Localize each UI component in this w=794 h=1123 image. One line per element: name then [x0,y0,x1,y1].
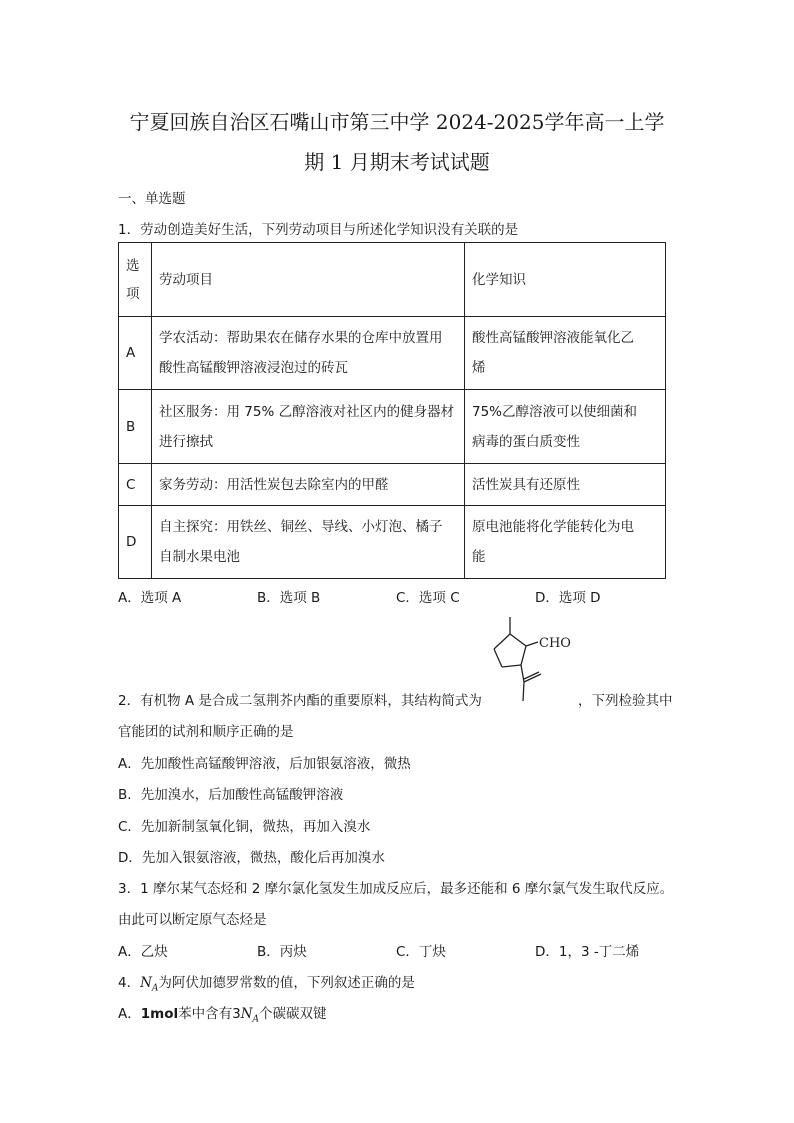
row-knowledge-line: 原电池能将化学能转化为电 [472,519,634,535]
row-project-line: 社区服务：用 75% 乙醇溶液对社区内的健身器材 [159,403,455,420]
q4-option-a-mid: 苯中含有 [178,1006,233,1022]
q3-option-b[interactable]: B．丙炔 [257,944,307,960]
cyclopentane-structure-svg [486,612,586,707]
header-knowledge: 化学知识 [465,243,666,317]
q4-option-a-num: 3 [232,1006,241,1022]
table-header-row [119,243,666,317]
row-project-line: 家务劳动：用活性炭包去除室内的甲醛 [159,476,389,493]
structure-formula [486,612,586,707]
row-knowledge-line: 酸性高锰酸钾溶液能氧化乙 [472,330,634,346]
na-subscript: A [252,1014,260,1025]
q2-stem-line2: 官能团的试剂和顺序正确的是 [118,724,294,740]
row-project-line: 学农活动：帮助果农在储存水果的仓库中放置用 [159,330,443,346]
q2-option-d[interactable]: D．先加入银氨溶液，微热，酸化后再加溴水 [118,850,385,866]
q4-option-a-prefix: A． [118,1006,141,1022]
q1-option-d[interactable]: D．选项 D [535,590,601,606]
q3-option-a[interactable]: A．乙炔 [118,944,168,960]
row-knowledge [465,317,666,390]
section-label: 一、单选题 [118,191,186,207]
row-option: A [119,317,152,390]
q2-stem-part1: 2．有机物 A 是合成二氢荆芥内酯的重要原料，其结构简式为 [118,693,482,709]
row-knowledge [465,390,666,464]
na-symbol: N [240,1006,253,1022]
q2-stem-line1 [118,689,482,709]
table-row [119,390,666,464]
q1-option-a[interactable]: A．选项 A [118,590,182,606]
q1-table [118,242,666,579]
q1-options [118,586,678,606]
row-project-line: 酸性高锰酸钾溶液浸泡过的砖瓦 [159,360,348,376]
q3-option-d[interactable]: D．1，3 -丁二烯 [535,944,640,960]
ring-bond [521,646,526,665]
row-knowledge [465,506,666,579]
row-project-line: 自制水果电池 [159,549,240,565]
q4-stem [118,971,415,994]
q1-option-b[interactable]: B．选项 B [257,590,321,606]
row-project-line: 自主探究：用铁丝、铜丝、导线、小灯泡、橘子 [159,519,443,535]
q1-stem: 1．劳动创造美好生活，下列劳动项目与所述化学知识没有关联的是 [118,222,519,238]
row-project [152,464,465,506]
methyl-bond [523,682,524,701]
row-knowledge-line: 病毒的蛋白质变性 [472,433,580,450]
q3-option-c[interactable]: C．丁炔 [396,944,446,960]
row-project [152,506,465,579]
row-knowledge-line: 烯 [472,360,486,376]
table-row [119,317,666,390]
row-knowledge-line: 活性炭具有还原性 [472,476,580,493]
q4-option-a-mol: 1mol [140,1006,179,1022]
ring-bond [502,665,521,667]
q4-option-a-suffix: 个碳碳双键 [259,1006,327,1022]
na-subscript: A [151,983,159,994]
ring-bond [494,634,510,649]
q2-stem-part2: ，下列检验其中 [578,693,673,709]
table-row [119,506,666,579]
row-knowledge-line: 能 [472,549,486,565]
row-knowledge-line: 75%乙醇溶液可以使细菌和 [472,403,638,420]
aldehyde-bond [526,642,538,646]
q3-stem-line1: 3．1 摩尔某气态烃和 2 摩尔氯化氢发生加成反应后，最多还能和 6 摩尔氯气发生取代反应。 [118,881,674,897]
ring-bond [510,634,526,646]
row-option: B [119,390,152,464]
isopropenyl-bond [521,665,524,682]
row-option: D [119,506,152,579]
q2-option-a[interactable]: A．先加酸性高锰酸钾溶液，后加银氨溶液，微热 [118,756,411,772]
row-option: C [119,464,152,506]
q3-stem-line2: 由此可以断定原气态烃是 [118,912,267,928]
q2-option-c[interactable]: C．先加新制氢氧化铜，微热，再加入溴水 [118,819,371,835]
q4-stem-prefix: 4． [118,975,141,991]
na-symbol: N [140,975,152,991]
table-row [119,464,666,506]
row-project [152,317,465,390]
q3-options [118,940,678,960]
q2-option-b[interactable]: B．先加溴水，后加酸性高锰酸钾溶液 [118,787,344,803]
ring-bond [494,649,502,667]
header-option: 选 项 [119,243,152,317]
page-title-line1: 宁夏回族自治区石嘴山市第三中学 2024-2025学年高一上学 [129,110,665,134]
row-project-line: 进行擦拭 [159,433,213,450]
header-project: 劳动项目 [152,243,465,317]
q1-option-c[interactable]: C．选项 C [396,590,460,606]
cho-label: CHO [539,636,571,651]
row-project [152,390,465,464]
row-knowledge [465,464,666,506]
q4-stem-text: 为阿伏加德罗常数的值，下列叙述正确的是 [158,975,415,991]
q4-option-a[interactable] [118,1002,327,1025]
page-title-line2: 期 1 月期末考试试题 [304,150,490,174]
